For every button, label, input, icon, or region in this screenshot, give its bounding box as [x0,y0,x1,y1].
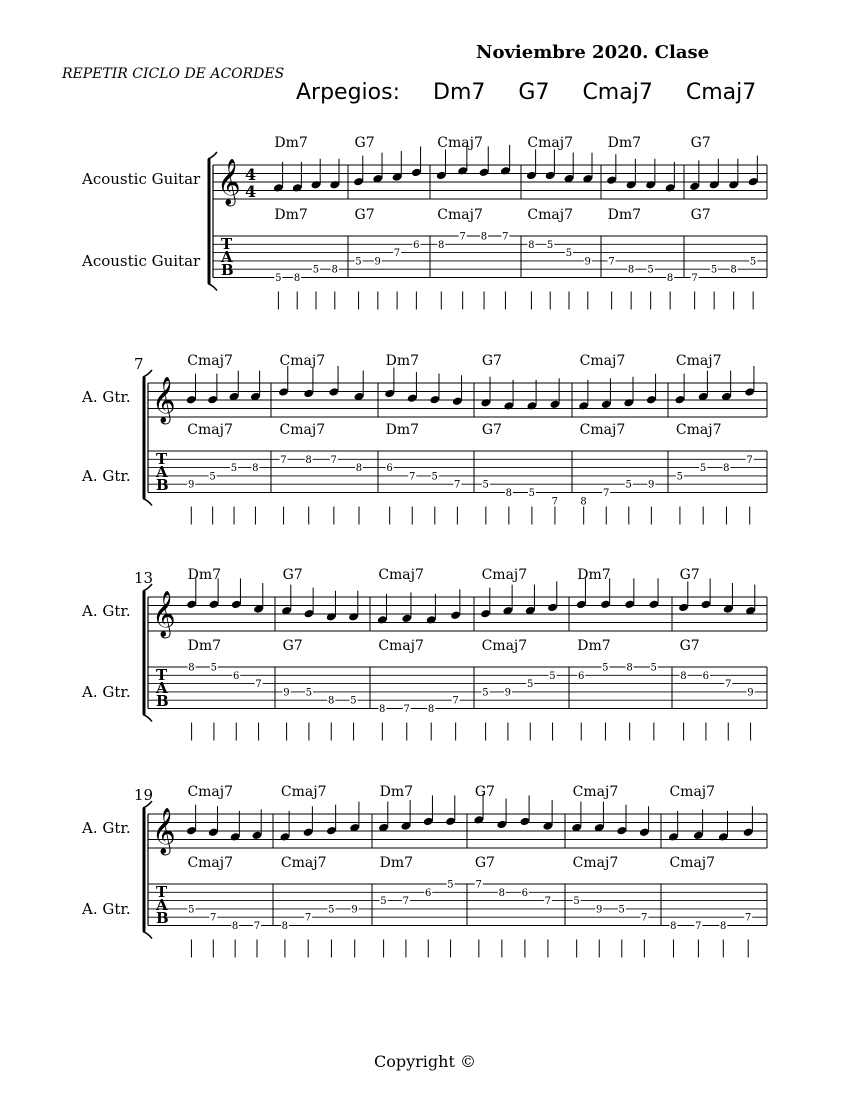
tab-fret-number: 8 [188,662,195,674]
tab-fret-number: 5 [431,471,438,483]
chord-symbol: Cmaj7 [187,422,233,438]
tab-fret-number: 9 [595,904,603,916]
chord-symbol: Cmaj7 [187,855,234,871]
tab-clef-letter: B [156,909,169,927]
tab-fret-number: 5 [482,687,489,699]
treble-clef-icon: 𝄞 [152,808,176,854]
chord-symbol: G7 [481,353,502,369]
chord-symbol: Cmaj7 [675,422,722,438]
tab-fret-number: 7 [746,454,753,466]
bracket-hook [143,499,152,506]
chord-symbol: Dm7 [607,207,642,223]
tab-clef-letter: T [156,883,168,901]
tab-fret-number: 9 [584,256,591,268]
tab-fret-number: 5 [618,904,625,916]
arpegios-chord: Dm7 [433,80,486,105]
tab-fret-number: 5 [355,256,362,268]
chord-symbol: Cmaj7 [572,855,619,871]
bracket-hook [208,284,217,291]
chord-symbol: Cmaj7 [280,784,327,800]
tab-fret-number: 9 [351,904,358,916]
chord-symbol: G7 [481,422,502,438]
treble-clef-icon: 𝄞 [152,377,176,423]
chord-symbol: Dm7 [274,207,308,223]
chord-symbol: Cmaj7 [527,135,573,151]
tab-fret-number: 8 [666,273,674,284]
tab-fret-number: 6 [413,239,420,251]
tab-fret-number: 9 [283,687,290,699]
chord-symbol: Dm7 [274,135,308,151]
tab-fret-number: 7 [608,256,615,268]
tab-fret-number: 5 [528,488,535,499]
bracket-hook [143,715,152,722]
instrument-name: A. Gtr. [82,683,131,701]
tab-fret-number: 6 [386,463,393,475]
tab-fret-number: 8 [331,264,338,276]
tab-fret-number: 6 [424,887,432,899]
chord-symbol: G7 [690,207,711,223]
chord-symbol: Cmaj7 [579,422,626,438]
arpegios-chord: Cmaj7 [582,80,653,105]
arpegios-label: Arpegios: [296,80,401,105]
tab-fret-number: 6 [232,670,240,682]
chord-symbol: Cmaj7 [280,855,327,871]
tab-fret-number: 5 [749,256,757,268]
chord-symbol: Cmaj7 [675,353,722,369]
tab-fret-number: 8 [670,921,677,932]
chord-symbol: Cmaj7 [437,135,483,151]
tab-fret-number: 8 [528,239,535,251]
instrument-name: Acoustic Guitar [82,252,201,270]
tab-fret-number: 7 [744,912,752,924]
tab-clef-letter: A [221,248,233,266]
tab-fret-number: 8 [720,921,727,932]
tab-fret-number: 5 [710,264,718,276]
chord-symbol: Dm7 [577,567,611,583]
arpegios-chord: G7 [518,80,550,105]
chord-symbol: G7 [474,855,495,871]
chord-symbol: Cmaj7 [572,784,619,800]
tab-fret-number: 5 [482,479,489,491]
tab-fret-number: 5 [312,264,320,276]
tab-fret-number: 5 [447,879,454,891]
chord-symbol: Dm7 [385,422,420,438]
tab-clef-letter: A [156,679,168,697]
tab-fret-number: 7 [255,679,262,691]
score-title: Noviembre 2020. Clase [476,42,710,63]
tab-fret-number: 7 [403,704,410,715]
tab-fret-number: 7 [253,921,261,932]
chord-symbol: Dm7 [187,638,222,654]
tab-fret-number: 5 [305,687,312,699]
tab-fret-number: 8 [355,463,363,475]
tab-clef-letter: T [156,450,168,468]
chord-symbol: G7 [474,784,495,800]
tab-fret-number: 8 [480,231,488,243]
tab-fret-number: 7 [695,921,702,932]
tab-fret-number: 7 [602,488,610,499]
tab-fret-number: 5 [625,479,632,491]
tab-fret-number: 7 [475,879,482,891]
tab-fret-number: 8 [580,496,587,508]
chord-symbol: G7 [282,567,303,583]
chord-symbol: Dm7 [577,638,611,654]
chord-symbol: Cmaj7 [669,855,716,871]
chord-symbol: Cmaj7 [669,784,716,800]
chord-symbol: Cmaj7 [187,353,233,369]
instrument-name: A. Gtr. [82,467,131,485]
chord-symbol: G7 [354,207,375,223]
tab-fret-number: 5 [275,273,282,284]
chord-symbol: G7 [679,567,700,583]
tab-clef-letter: T [221,235,233,253]
tab-fret-number: 8 [730,264,737,276]
chord-symbol: Cmaj7 [437,207,483,223]
chord-symbol: Dm7 [607,135,642,151]
chord-symbol: G7 [679,638,700,654]
time-signature-top: 4 [245,165,257,184]
tab-fret-number: 8 [627,264,635,276]
tab-fret-number: 9 [504,687,511,699]
instrument-name: A. Gtr. [82,819,131,837]
chord-symbol: Cmaj7 [481,567,528,583]
tab-clef-letter: A [156,463,168,481]
measure-number: 19 [134,786,154,804]
time-signature-bottom: 4 [245,182,257,201]
tab-fret-number: 7 [393,248,401,260]
tab-fret-number: 7 [454,479,461,491]
tab-fret-number: 7 [402,896,409,908]
treble-clef-icon: 𝄞 [217,159,241,205]
chord-symbol: Cmaj7 [279,353,326,369]
tab-fret-number: 7 [691,273,698,284]
tab-fret-number: 5 [647,264,654,276]
tab-fret-number: 5 [565,248,573,260]
tab-fret-number: 7 [551,496,559,508]
tab-fret-number: 7 [280,454,287,466]
chord-symbol: G7 [282,638,303,654]
tab-fret-number: 7 [544,896,552,908]
chord-symbol: Dm7 [379,855,414,871]
tab-clef-letter: A [156,896,168,914]
bracket-hook [143,370,152,377]
bracket-hook [208,152,217,159]
chord-symbol: Cmaj7 [378,638,424,654]
tab-fret-number: 8 [252,463,259,475]
chord-symbol: Cmaj7 [279,422,326,438]
tab-fret-number: 5 [546,239,554,251]
tab-fret-number: 5 [230,463,238,475]
tab-fret-number: 5 [602,662,609,674]
tab-fret-number: 8 [281,921,288,932]
tab-fret-number: 9 [648,479,655,491]
chord-symbol: Cmaj7 [187,784,234,800]
tab-fret-number: 8 [626,662,633,674]
tab-fret-number: 9 [747,687,754,699]
tab-fret-number: 5 [526,679,534,691]
tab-fret-number: 8 [437,239,445,251]
tab-fret-number: 5 [650,662,657,674]
tab-clef-letter: B [156,692,169,710]
tab-fret-number: 7 [459,231,466,243]
tab-fret-number: 9 [374,256,381,268]
tab-fret-number: 7 [452,695,459,707]
tab-fret-number: 6 [702,670,709,682]
tab-fret-number: 5 [350,695,357,707]
tab-fret-number: 7 [330,454,337,466]
treble-clef-icon: 𝄞 [152,591,176,637]
arpegios-chord: Cmaj7 [685,80,757,105]
chord-symbol: Cmaj7 [527,207,573,223]
instrument-name: A. Gtr. [82,602,131,620]
tab-fret-number: 7 [304,912,312,924]
measure-number: 13 [134,569,154,587]
tab-fret-number: 8 [505,488,512,499]
tab-fret-number: 8 [498,887,505,899]
tab-fret-number: 5 [210,662,217,674]
tab-fret-number: 8 [231,921,239,932]
instrument-name: A. Gtr. [82,388,131,406]
tab-clef-letter: B [156,476,169,494]
chord-symbol: Dm7 [187,567,222,583]
score-subtitle: REPETIR CICLO DE ACORDES [62,66,285,82]
tab-fret-number: 5 [573,896,580,908]
tab-fret-number: 8 [723,463,730,475]
chord-symbol: Cmaj7 [378,567,424,583]
tab-fret-number: 5 [328,904,335,916]
tab-fret-number: 5 [699,463,707,475]
tab-fret-number: 5 [209,471,216,483]
copyright: Copyright © [374,1052,476,1071]
tab-fret-number: 5 [380,896,387,908]
tab-fret-number: 8 [680,670,687,682]
tab-fret-number: 5 [549,670,556,682]
chord-symbol: Dm7 [379,784,414,800]
instrument-name: Acoustic Guitar [82,170,201,188]
chord-symbol: G7 [690,135,711,151]
tab-fret-number: 7 [641,912,648,924]
tab-clef-letter: T [156,666,168,684]
tab-fret-number: 6 [577,670,585,682]
bracket-hook [143,932,152,939]
tab-fret-number: 8 [293,273,301,284]
chord-symbol: G7 [354,135,375,151]
tab-clef-letter: B [221,261,234,279]
tab-fret-number: 8 [305,454,312,466]
tab-fret-number: 7 [502,231,509,243]
tab-fret-number: 8 [379,704,386,715]
chord-symbol: Dm7 [385,353,420,369]
instrument-name: A. Gtr. [82,900,131,918]
tab-fret-number: 8 [327,695,335,707]
tab-fret-number: 5 [188,904,195,916]
chord-symbol: Cmaj7 [481,638,528,654]
tab-fret-number: 5 [676,471,683,483]
chord-symbol: Cmaj7 [579,353,626,369]
measure-number: 7 [134,355,144,373]
tab-fret-number: 7 [724,679,732,691]
tab-fret-number: 6 [521,887,528,899]
tab-fret-number: 7 [408,471,416,483]
tab-fret-number: 8 [427,704,435,715]
tab-fret-number: 7 [209,912,217,924]
tab-fret-number: 9 [187,479,195,491]
